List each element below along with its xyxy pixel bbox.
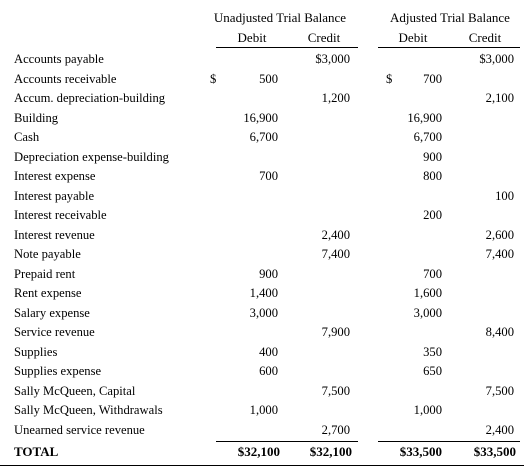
table-row <box>0 109 524 129</box>
table-row <box>0 187 524 207</box>
table-row <box>0 167 524 187</box>
adjusted-credit-cell: 7,400 <box>485 247 514 261</box>
account-name: Interest revenue <box>14 227 95 242</box>
adjusted-debit-cell: 16,900 <box>407 110 442 125</box>
adjusted-debit-cell: 200 <box>423 208 442 222</box>
unadjusted-debit-cell: 700 <box>259 169 278 183</box>
table-row <box>0 245 524 265</box>
adjusted-dollar-sign: $ <box>386 71 393 86</box>
adjusted-debit-cell: 3,000 <box>413 305 442 320</box>
adjusted-credit-cell: $3,000 <box>479 52 514 66</box>
table-row <box>0 421 524 441</box>
adjusted-debit-cell: 350 <box>423 344 442 359</box>
account-name: Accounts payable <box>14 52 104 66</box>
table-row <box>0 226 524 246</box>
table-row <box>0 284 524 304</box>
table-row <box>0 50 524 70</box>
account-name: Rent expense <box>14 286 82 300</box>
table-row <box>0 70 524 90</box>
adjusted-debit-cell: 700 <box>423 71 442 86</box>
account-name: Service revenue <box>14 325 95 339</box>
unadjusted-credit-cell: 7,900 <box>321 325 350 339</box>
unadjusted-credit-header: Credit <box>307 30 341 45</box>
table-row <box>0 128 524 148</box>
account-name: Cash <box>14 130 40 144</box>
adjusted-credit-cell: 7,500 <box>485 383 514 398</box>
total-adjusted-debit: $33,500 <box>399 444 442 459</box>
unadjusted-credit-cell: 2,400 <box>321 227 350 242</box>
unadjusted-credit-cell: 2,700 <box>321 422 350 437</box>
bottom-rule <box>0 465 524 466</box>
adjusted-debit-cell: 1,600 <box>413 286 442 300</box>
total-row <box>0 442 524 462</box>
total-unadjusted-debit: $32,100 <box>237 444 280 459</box>
adjusted-debit-cell: 800 <box>423 169 442 183</box>
unadjusted-debit-cell: 900 <box>259 266 278 281</box>
unadjusted-credit-cell: 1,200 <box>321 91 350 105</box>
total-unadjusted-credit: $32,100 <box>309 444 352 459</box>
total-adjusted-credit: $33,500 <box>473 444 516 459</box>
adjusted-header-rule <box>378 47 520 48</box>
adjusted-debit-cell: 650 <box>423 364 442 378</box>
unadjusted-debit-cell: 1,000 <box>249 403 278 417</box>
unadjusted-credit-cell: $3,000 <box>315 52 350 66</box>
unadjusted-debit-cell: 3,000 <box>249 305 278 320</box>
unadjusted-debit-header: Debit <box>237 30 267 45</box>
account-name: Interest receivable <box>14 208 107 222</box>
account-rows <box>0 50 524 440</box>
adjusted-credit-cell: 2,600 <box>485 227 514 242</box>
unadjusted-trial-balance-heading: Unadjusted Trial Balance <box>213 10 347 25</box>
account-name: Sally McQueen, Withdrawals <box>14 403 163 417</box>
adjusted-debit-cell: 6,700 <box>413 130 442 144</box>
adjusted-credit-cell: 2,100 <box>485 91 514 105</box>
table-row <box>0 343 524 363</box>
unadjusted-debit-cell: 400 <box>259 344 278 359</box>
table-row <box>0 362 524 382</box>
adjusted-debit-cell: 1,000 <box>413 403 442 417</box>
table-row <box>0 401 524 421</box>
unadjusted-debit-cell: 600 <box>259 364 278 378</box>
account-name: Building <box>14 110 59 125</box>
unadjusted-dollar-sign: $ <box>210 71 217 86</box>
account-name: Depreciation expense-building <box>14 149 169 164</box>
unadjusted-debit-cell: 16,900 <box>243 110 278 125</box>
table-row <box>0 323 524 343</box>
unadjusted-debit-cell: 6,700 <box>249 130 278 144</box>
unadjusted-header-rule <box>216 47 358 48</box>
table-row <box>0 89 524 109</box>
adjusted-debit-cell: 900 <box>423 149 442 164</box>
account-name: Interest payable <box>14 188 95 203</box>
account-name: Interest expense <box>14 169 96 183</box>
table-row <box>0 304 524 324</box>
table-row <box>0 206 524 226</box>
account-name: Supplies <box>14 344 58 359</box>
adjusted-trial-balance-heading: Adjusted Trial Balance <box>390 10 510 25</box>
adjusted-debit-header: Debit <box>398 30 428 45</box>
total-label: TOTAL <box>14 444 59 459</box>
unadjusted-debit-cell: 500 <box>259 71 278 86</box>
adjusted-debit-cell: 700 <box>423 266 442 281</box>
unadjusted-debit-cell: 1,400 <box>249 286 278 300</box>
account-name: Salary expense <box>14 305 90 320</box>
account-name: Prepaid rent <box>14 266 76 281</box>
table-row <box>0 382 524 402</box>
account-name: Accum. depreciation-building <box>14 91 166 105</box>
account-name: Note payable <box>14 247 81 261</box>
adjusted-credit-cell: 8,400 <box>485 325 514 339</box>
account-name: Supplies expense <box>14 364 102 378</box>
unadjusted-credit-cell: 7,400 <box>321 247 350 261</box>
adjusted-credit-cell: 2,400 <box>485 422 514 437</box>
account-name: Unearned service revenue <box>14 422 145 437</box>
account-name: Accounts receivable <box>14 71 117 86</box>
account-name: Sally McQueen, Capital <box>14 383 136 398</box>
unadjusted-credit-cell: 7,500 <box>321 383 350 398</box>
adjusted-credit-header: Credit <box>468 30 502 45</box>
table-row <box>0 148 524 168</box>
adjusted-credit-cell: 100 <box>495 188 514 203</box>
table-row <box>0 265 524 285</box>
